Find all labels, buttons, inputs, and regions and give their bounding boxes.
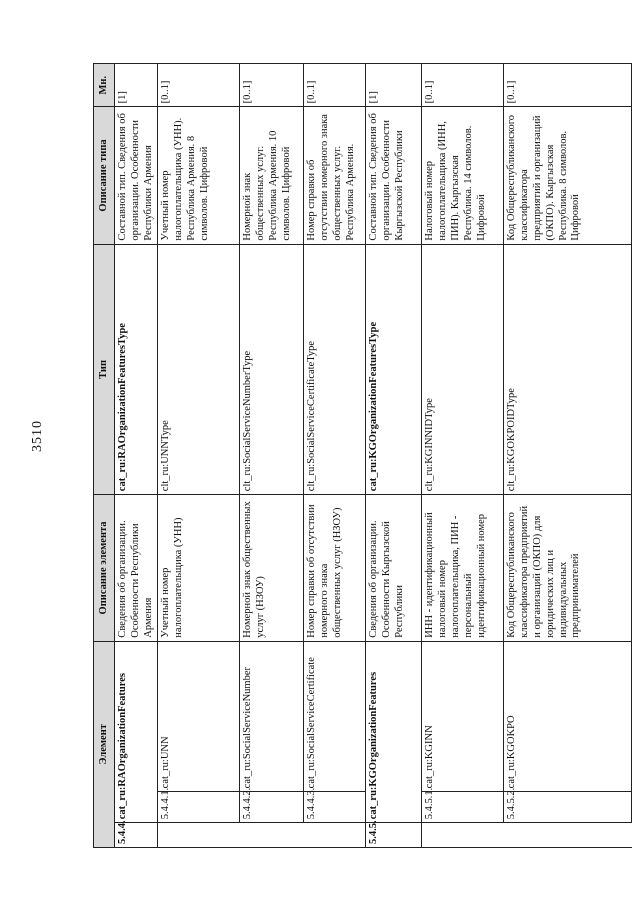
indent-cell	[304, 823, 366, 848]
element-name: cat_ru:KGOKPO	[504, 641, 632, 792]
table-row	[240, 64, 304, 848]
header-mn: Мн.	[94, 64, 115, 107]
page-number: 3510	[30, 420, 45, 452]
header-element: Элемент	[94, 641, 115, 847]
indent-cell	[422, 823, 504, 848]
type-description: Налоговый номер налогоплательщика (ИНН, ПИН). Кыргызская Республика. 14 символов. Цифровой	[422, 107, 504, 244]
element-description: Номерной знак общественных услуг (НЗОУ)	[240, 495, 304, 641]
row-number: 5.4.4.1.	[158, 792, 240, 823]
header-type: Тип	[94, 244, 115, 495]
type-description: Номерной знак общественных услуг. Республика Армения. 10 символов. Цифровой	[240, 107, 304, 244]
table-row	[366, 64, 422, 848]
table-row	[304, 64, 366, 848]
element-description: Номер справки об отсутствии номерного знака общественных услуг (НЗОУ)	[304, 495, 366, 641]
type-name: cat_ru:RAOrganizationFeaturesType	[115, 244, 158, 495]
type-description: Составной тип. Сведения об организации. Особенности Республики Армения	[115, 107, 158, 244]
table-row	[158, 64, 240, 848]
row-number: 5.4.5.1.	[422, 792, 504, 823]
row-number: 5.4.4.2.	[240, 792, 304, 823]
multiplicity: [0..1]	[158, 64, 240, 107]
indent-cell	[240, 823, 304, 848]
multiplicity: [0..1]	[504, 64, 632, 107]
element-name: cat_ru:KGINN	[422, 641, 504, 792]
row-number: 5.4.4.3.	[304, 792, 366, 823]
type-name: clt_ru:SocialServiceNumberType	[240, 244, 304, 495]
multiplicity: [0..1]	[304, 64, 366, 107]
element-description: ИНН - идентификационный налоговый номер налогоплательщика, ПИН - персональный идентификационный номер	[422, 495, 504, 641]
row-number: 5.4.5.	[366, 823, 422, 848]
spec-table	[93, 63, 632, 848]
element-name: cat_ru:SocialServiceCertificate	[304, 641, 366, 792]
header-type-desc: Описание типа	[94, 107, 115, 244]
table-row	[422, 64, 504, 848]
element-name: cat_ru:KGOrganizationFeatures	[366, 641, 422, 823]
element-description: Код Общереспубликанского классификатора предприятий и организаций (ОКПО) для юридических лиц и индивидуальных предпринимателей	[504, 495, 632, 641]
row-number: 5.4.5.2.	[504, 792, 632, 823]
element-description: Сведения об организации. Особенности Республики Армения	[115, 495, 158, 641]
element-name: cat_ru:SocialServiceNumber	[240, 641, 304, 792]
table-header-row	[94, 64, 115, 848]
row-number: 5.4.4.	[115, 823, 158, 848]
header-element-desc: Описание элемента	[94, 495, 115, 641]
type-description: Код Общереспубликанского классификатора предприятий и организаций (ОКПО). Кыргызская Республика. 8 символов. Цифровой	[504, 107, 632, 244]
element-description: Сведения об организации. Особенности Кыргызской Республики	[366, 495, 422, 641]
element-description: Учетный номер налогоплательщика (УНН)	[158, 495, 240, 641]
table-row	[115, 64, 158, 848]
element-name: cat_ru:RAOrganizationFeatures	[115, 641, 158, 823]
multiplicity: [1]	[115, 64, 158, 107]
type-name: clt_ru:KGINNIDType	[422, 244, 504, 495]
type-name: clt_ru:SocialServiceCertificateType	[304, 244, 366, 495]
multiplicity: [1]	[366, 64, 422, 107]
table-row	[504, 64, 632, 848]
indent-cell	[158, 823, 240, 848]
type-description: Учетный номер налогоплательщика (УНН). Республика Армения. 8 символов. Цифровой	[158, 107, 240, 244]
spec-table-container	[93, 63, 613, 848]
indent-cell	[504, 823, 632, 848]
element-name: cat_ru:UNN	[158, 641, 240, 792]
type-name: clt_ru:UNNType	[158, 244, 240, 495]
type-description: Составной тип. Сведения об организации. Особенности Кыргызской Республики	[366, 107, 422, 244]
type-description: Номер справки об отсутствии номерного знака общественных услуг. Республика Армения.	[304, 107, 366, 244]
type-name: clt_ru:KGOKPOIDType	[504, 244, 632, 495]
type-name: cat_ru:KGOrganizationFeaturesType	[366, 244, 422, 495]
multiplicity: [0..1]	[422, 64, 504, 107]
multiplicity: [0..1]	[240, 64, 304, 107]
